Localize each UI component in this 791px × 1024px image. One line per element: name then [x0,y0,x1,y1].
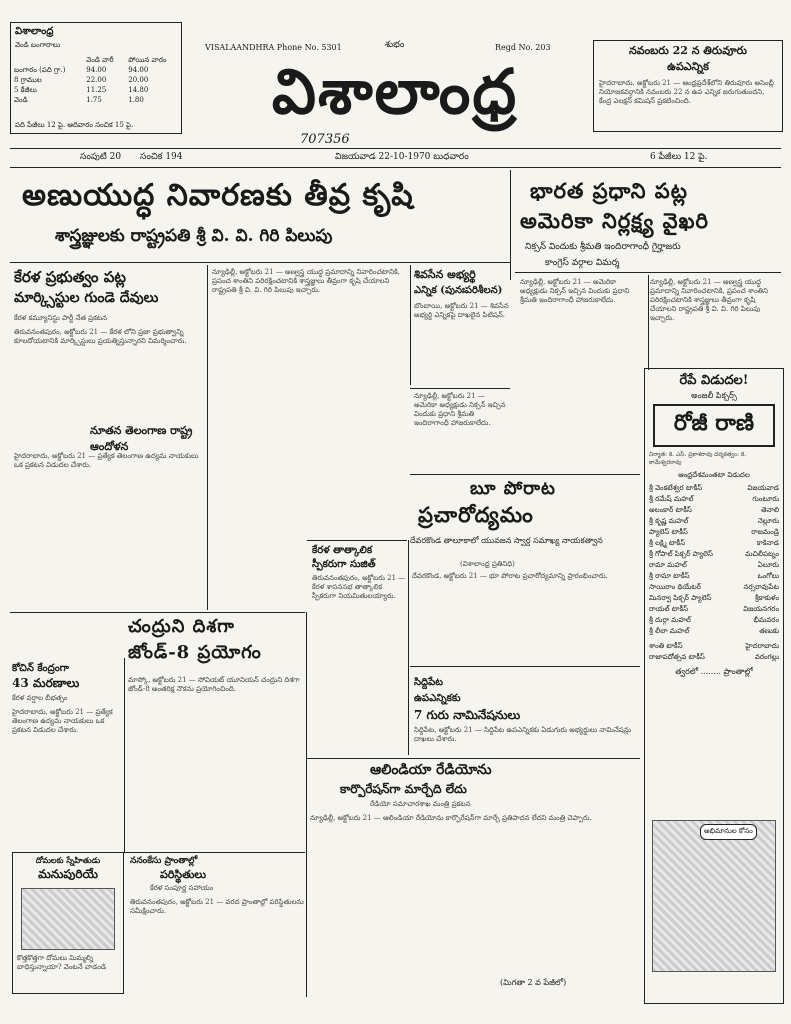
theatre-town: శ్రీకాకుళం [754,594,779,602]
theatre-town: తెనాలి [761,506,779,514]
market-row-label: 5 కేజీలు [14,86,37,94]
moon-body: మాస్కో, అక్టోబరు 21 — సోవియట్ యూనియన్ చంద్రుని దిశగా జోండ్-8 అంతరిక్ష నౌకను ప్రయోగించింది. [128,676,300,693]
small-ad-text: కొత్తకొత్తగా దోమలు మిమ్మల్ని బాధిస్తున్నాయా? వెంటనే వాడండి [17,954,107,971]
campaign-subheadline: దేవరకొండ తాలూకాలో యువజన స్వార్ధ సమాఖ్య నాయకత్వాన [410,536,603,545]
nominations-headline-3: 7 గురు నామినేషనులు [414,708,521,722]
telangana-body: హైదరాబాదు, అక్టోబరు 21 — ప్రత్యేక తెలంగాణ ఉద్యమ నాయకులు ఒక ప్రకటన విడుదల చేశారు. [14,452,199,469]
theatre-town: రాజమండ్రి [751,528,779,536]
theatre-town: ఒంగోలు [757,572,779,580]
radio-headline-1: ఆలిండియా రేడియోను [370,762,492,778]
regions-body: తిరువనంతపురం, అక్టోబరు 21 — వరద ప్రాంతాల్లో పరిస్థితులను సమీక్షించారు. [130,898,304,915]
tiruvuru-box [593,40,783,132]
market-row-b: 94.00 [128,66,149,74]
list-item [649,483,779,494]
market-col1: వెండి వారీ [86,56,114,64]
market-row-b: 1.80 [128,96,144,104]
list-item [649,538,779,549]
deaths-body: హైదరాబాదు, అక్టోబరు 21 — ప్రత్యేక తెలంగాణ ఉద్యమ నాయకులు ఒక ప్రకటన విడుదల చేశారు. [12,708,113,734]
extra-theatre-list [645,641,783,663]
nominations-headline-2: ఉపఎన్నికకు [414,693,461,704]
masthead-title: విశాలాంధ్ర [271,55,519,128]
tiruvuru-text: హైదరాబాదు, అక్టోబరు 21 — ఆంధ్రప్రదేశ్‌లోని తిరువూరు అసెంబ్లీ నియోజకవర్గానికి నవంబరు 22 న ఉప ఎన్నిక జరుగుతుందని, కేంద్ర ఎలక్షన్ కమిషన్ ప్రకటించింది. [599,79,774,105]
list-item [649,560,779,571]
dateline-city-date: విజయవాడ 22-10-1970 బుధవారం [335,152,469,162]
sena-headline-1: శివసేన అభ్యర్థి [414,268,476,281]
theatre-name: శ్రీ వెంకటేశ్వర టాకీస్ [649,484,703,492]
masthead-regd: Regd No. 203 [495,43,551,52]
list-item [649,494,779,505]
kerala-subheadline: కేరళ కమ్యూనిస్టు పార్టీ నేత ప్రకటన [14,314,108,322]
theatre-town: విజయనగరం [743,605,779,613]
campaign-tagline: (విశాలాంధ్ర ప్రతినిధి) [460,560,515,568]
small-ad-title: దోమలకు స్నేహితుడు [35,855,101,865]
nominations-headline-1: సిద్దిపేట [414,677,443,688]
usa-body: న్యూఢిల్లీ, అక్టోబరు 21 — అమెరికా అధ్యక్షుడు నిక్సన్ ఇచ్చిన విందుకు ప్రధాని శ్రీమతి ఇందిరాగాంధీ హాజరుకాలేదు. [520,278,630,304]
theatre-town: నెల్లూరు [757,517,779,525]
moon-headline-2: జోండ్-8 ప్రయోగం [128,642,262,663]
market-row-a: 22.00 [86,76,107,84]
regions-subheadline: కేరళ సంపూర్ణ సహాయం [150,884,214,892]
market-row-label: బంగారం (పది గ్రా.) [14,66,66,74]
theatre-name: ప్యాలెస్ టాకీస్ [649,528,688,536]
market-row-label: వెండి [14,96,28,104]
market-row-a: 94.00 [86,66,107,74]
masthead-emblem: శుభం [385,40,405,50]
dateline-price: 6 పేజీలు 12 పై. [650,152,708,162]
usa-body-2: న్యూఢిల్లీ, అక్టోబరు 21 — అణ్వస్త్ర యుద్ధ ప్రమాదాన్ని నివారించటానికి, ప్రపంచ శాంతిని పరిరక్షించటానికి శాస్త్రజ్ఞులు తీవ్రంగా కృషి చేయాలని రాష్ట్రపతి శ్రీ వి. వి. గిరి పిలుపు ఇచ్చారు. [650,278,769,322]
telangana-headline: నూతన తెలంగాణ రాష్ట్ర ఆందోళన [90,424,193,453]
usa-tagline: కాంగ్రెస్ వర్గాల విమర్శ [545,258,620,268]
theatre-town: హైదరాబాదు [745,642,779,650]
movie-ad-theatres-heading: ఆంధ్రదేశమంతటా విడుదల [678,471,750,479]
lead-headline: అణుయుద్ధ నివారణకు తీవ్ర కృషి [22,178,414,213]
movie-ad-title: రోజీ రాణి [653,404,775,447]
list-item [649,549,779,560]
dateline-issue: సంచిక 194 [140,152,183,162]
theatre-name: అలంకార్ టాకీస్ [649,506,692,514]
moon-headline-1: చంద్రుని దిశగా [128,616,235,637]
movie-ad-credits: నిర్మాత: కె. ఎస్. ప్రకాశరావు దర్శకత్వం: కె. కామేశ్వరరావు [649,451,747,466]
market-row-a: 1.75 [86,96,102,104]
market-row-a: 11.25 [86,86,107,94]
list-item [649,582,779,593]
radio-headline-2: కార్పొరేషన్‌గా మార్చేది లేదు [340,782,467,796]
regions-headline-1: ననంకేసు ప్రాంతాల్లో [130,856,198,866]
theatre-name: శాంతి టాకీస్ [649,642,683,650]
list-item [649,626,779,637]
theatre-name: శ్రీ లీలా మహల్ [649,627,690,635]
theatre-town: విజయవాడ [747,484,779,492]
market-table [11,55,181,105]
nominations-body: సిద్దిపేట, అక్టోబరు 21 — సిద్దిపేట ఉపఎన్నికకు ఏడుగురు అభ్యర్థులు నామినేషన్లు దాఖలు చేశారు. [414,726,632,743]
kerala-body: తిరువనంతపురం, అక్టోబరు 21 — కేరళ లోని ప్రజా ప్రభుత్వాన్ని కూలదోయటానికి మార్క్సిస్టులు ప్రయత్నిస్తున్నారని విమర్శించారు. [14,328,187,345]
market-row-label: 8 గ్రాముల [14,76,42,84]
kerala-headline-1: కేరళ ప్రభుత్వం పట్ల [14,268,126,286]
theatre-name: రామా మహల్ [649,561,687,569]
movie-ad-photo [652,820,776,972]
theatre-town: వరంగల్లు [754,653,779,661]
handwritten-number: 707356 [300,132,350,147]
table-row [11,85,181,95]
list-item [649,604,779,615]
market-title: విశాలాంధ్ర [15,26,54,37]
list-item [649,571,779,582]
campaign-headline-1: బూ పోరాట [470,478,556,499]
market-subtitle: వెండి బంగారాలు [15,41,61,49]
sena-headline-2: ఎన్నిక (పునఃపరిశీలన) [414,285,503,296]
lead-body-continued: న్యూఢిల్లీ, అక్టోబరు 21 — అమెరికా అధ్యక్షుడు నిక్సన్ ఇచ్చిన విందుకు ప్రధాని శ్రీమతి ఇందిరాగాంధీ హాజరుకాలేదు. [414,392,506,427]
footer-note: (మిగతా 2 వ పేజీలో) [500,978,567,987]
small-ad [12,852,124,994]
small-ad-brand: మనుపురియే [38,867,98,881]
speaker-headline-1: కేరళ తాత్కాలిక [312,545,373,556]
campaign-headline-2: ప్రచారోద్యమం [418,502,534,527]
market-row-b: 14.80 [128,86,149,94]
speaker-headline-2: స్పీకరుగా సుజిత్ [312,559,376,570]
list-item [649,527,779,538]
market-row-b: 20.00 [128,76,149,84]
theatre-name: శ్రీ లక్ష్మి టాకీస్ [649,539,686,547]
movie-ad-badge: అభిమానుల కోసం [700,824,757,840]
radio-body: న్యూఢిల్లీ, అక్టోబరు 21 — ఆలిండియా రేడియోను కార్పొరేషన్‌గా మార్చే ప్రతిపాదన లేదని మంత్రి చెప్పారు. [310,814,592,822]
market-box [10,22,182,134]
deaths-headline-1: కోచిన్ కేంద్రంగా [12,663,69,674]
movie-ad-sponsor: అంజలీ పిక్చర్స్ [691,391,737,400]
tiruvuru-heading-2: ఉపఎన్నిక [667,60,709,73]
masthead-phone: VISALAANDHRA Phone No. 5301 [205,43,342,52]
tiruvuru-heading-1: నవంబరు 22 న తిరువూరు [629,44,747,57]
theatre-name: శ్రీ దుర్గా మహల్ [649,616,691,624]
list-item [649,593,779,604]
theatre-name: శ్రీ రామా టాకీస్ [649,572,690,580]
theatre-name: రాయల్ టాకీస్ [649,605,689,613]
theatre-town: గుంటూరు [752,495,779,503]
table-row [11,95,181,105]
lead-subheadline: శాస్త్రజ్ఞులకు రాష్ట్రపతి శ్రీ వి. వి. గిరి పిలుపు [55,226,333,246]
radio-subheadline: రేడియో సమాచారశాఖ మంత్రి ప్రకటన [370,800,471,808]
list-item [649,505,779,516]
theatre-name: సాయిరాం థియేటర్ [649,583,701,591]
theatre-town: నర్సరావుపేట [743,583,779,591]
market-col2: పోయిన వారం [128,56,167,64]
usa-subheadline: నిక్సన్ విందుకు శ్రీమతి ఇందిరాగాంధీ గైర్హాజరు [525,242,681,252]
theatre-town: కాకినాడ [756,539,779,547]
sena-body: బొంబాయి, అక్టోబరు 21 — శివసేన అభ్యర్థి ఎన్నికపై దాఖలైన పిటిషన్. [414,302,509,319]
table-row [11,75,181,85]
theatre-town: ఏలూరు [757,561,779,569]
campaign-body: దేవరకొండ, అక్టోబరు 21 — భూ పోరాట ప్రచారోద్యమాన్ని ప్రారంభించారు. [412,572,608,580]
theatre-town: భీమవరం [753,616,779,624]
speaker-body: తిరువనంతపురం, అక్టోబరు 21 — కేరళ శాసనసభ తాత్కాలిక స్పీకరుగా నియమితులయ్యారు. [312,574,406,600]
theatre-list [645,483,783,637]
market-footer: పది పేజీలు 12 పై. ఆదివారం సంచిక 15 పై. [15,121,134,129]
movie-ad-top: రేపే విడుదల! [679,373,749,388]
theatre-name: శ్రీ గోపాల్ పిక్చర్ ప్యాలెస్ [649,550,713,558]
small-ad-photo [21,888,115,950]
lead-body: న్యూఢిల్లీ, అక్టోబరు 21 — అణ్వస్త్ర యుద్ధ ప్రమాదాన్ని నివారించటానికి, ప్రపంచ శాంతిని పరిరక్షించటానికి శాస్త్రజ్ఞులు తీవ్రంగా కృషి చేయాలని రాష్ట్రపతి శ్రీ వి. వి. గిరి పిలుపు ఇచ్చారు. [212,268,401,294]
theatre-town: మచిలీపట్నం [745,550,779,558]
list-item [649,641,779,652]
list-item [649,615,779,626]
deaths-headline-2: 43 మరణాలు [12,676,80,690]
theatre-name: రాజాపదోత్సవ టాకీస్ [649,653,705,661]
table-row [11,65,181,75]
kerala-headline-2: మార్క్సిస్టుల గుండె దేవులు [14,290,159,306]
theatre-name: శ్రీ రమేష్ మహల్ [649,495,694,503]
dateline-volume: సంపుటి 20 [80,152,122,162]
regions-headline-2: పరిస్థితులు [160,868,207,881]
usa-headline-1: భారత ప్రధాని పట్ల [530,178,688,203]
theatre-name: మినర్వా పిక్చర్ ప్యాలెస్ [649,594,712,602]
list-item [649,652,779,663]
usa-headline-2: అమెరికా నిర్లక్ష్య వైఖరి [520,208,709,233]
theatre-town: తణుకు [759,627,779,635]
list-item [649,516,779,527]
deaths-subheadline: కేరళ వర్షాల బీభత్సం [12,694,68,702]
movie-ad-bottom-text: త్వరలో ........ ప్రాంతాల్లో [675,667,753,676]
theatre-name: శ్రీ కృష్ణ మహల్ [649,517,689,525]
